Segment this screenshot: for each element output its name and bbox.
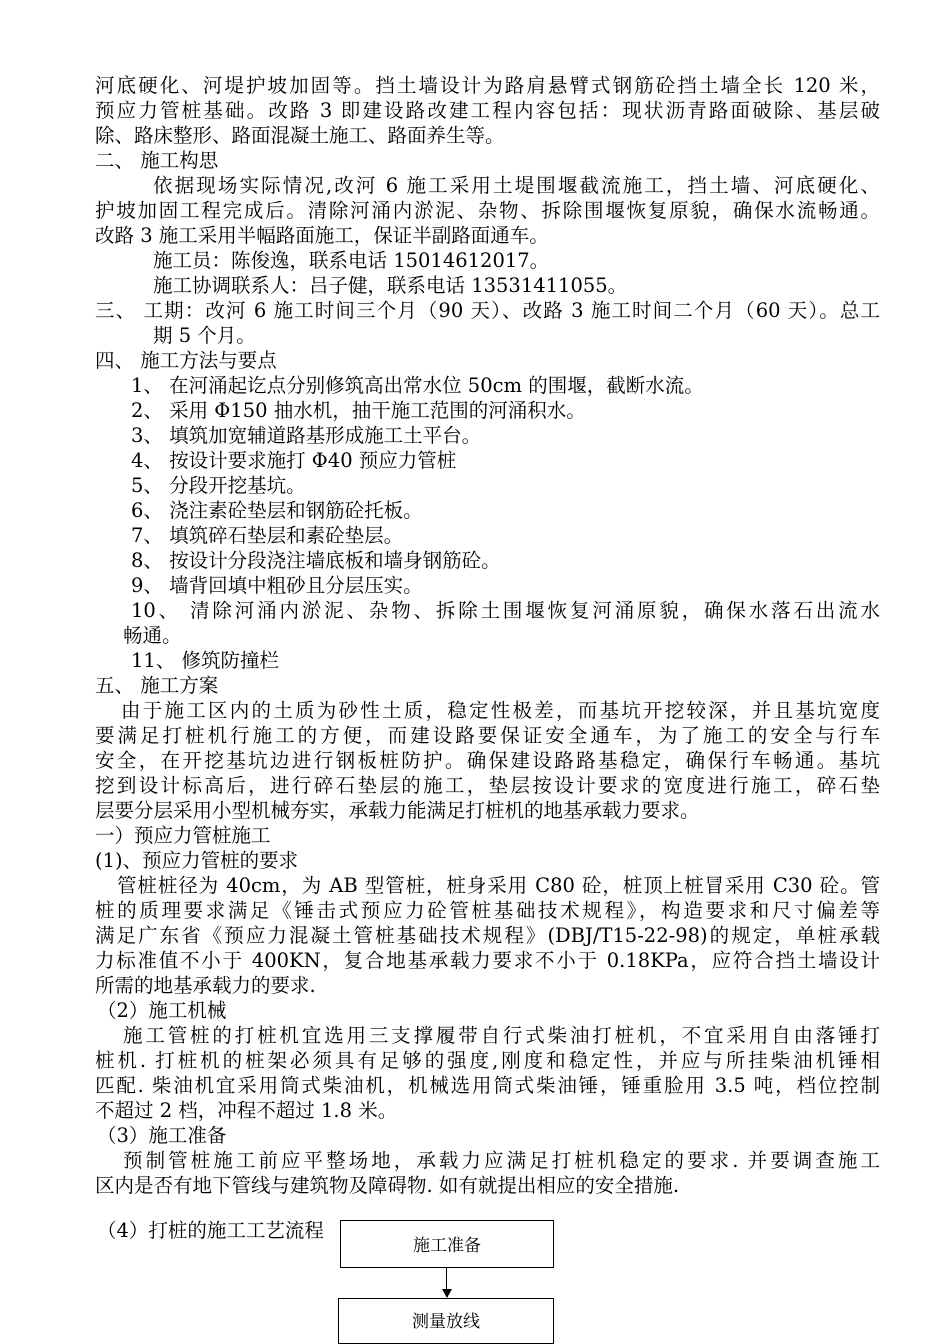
text-line: 施工协调联系人：吕子健，联系电话 13531411055。 — [153, 274, 628, 297]
arrow-down-icon — [442, 1289, 452, 1298]
subsection-heading: 一）预应力管桩施工 — [95, 824, 271, 847]
text-line: 匹配. 柴油机宜采用筒式柴油机，机械选用筒式柴油锤，锤重脸用 3.5 吨，档位控制 — [95, 1074, 880, 1097]
text-line: 挖到设计标高后，进行碎石垫层的施工，垫层按设计要求的宽度进行施工，碎石垫 — [95, 774, 880, 797]
list-item: 8、 按设计分段浇注墙底板和墙身钢筋砼。 — [131, 549, 501, 572]
text-line: 依据现场实际情况,改河 6 施工采用土堤围堰截流施工，挡土墙、河底硬化、 — [153, 174, 880, 197]
text-line: 期 5 个月。 — [153, 324, 256, 347]
section-heading: 三、 工期：改河 6 施工时间三个月（90 天）、改路 3 施工时间二个月（60 天）。总工 — [95, 299, 880, 322]
text-line: 要满足打桩机行施工的方便，而建设路要保证安全通车，为了施工的安全与行车 — [95, 724, 880, 747]
text-line: 护坡加固工程完成后。清除河涌内淤泥、杂物、拆除围堰恢复原貌，确保水流畅通。 — [95, 199, 880, 222]
text-line: 由于施工区内的土质为砂性土质，稳定性极差，而基坑开挖较深，并且基坑宽度 — [121, 699, 880, 722]
section-heading: 二、 施工构思 — [95, 149, 219, 172]
text-line: 施工员：陈俊逸，联系电话 15014612017。 — [153, 249, 550, 272]
flow-step-label: 施工准备 — [413, 1236, 481, 1256]
text-line: 满足广东省《预应力混凝土管桩基础技术规程》(DBJ/T15-22-98)的规定，单桩承载 — [95, 924, 880, 947]
section-heading: 四、 施工方法与要点 — [95, 349, 277, 372]
flow-step-box — [338, 1298, 554, 1344]
flow-arrow-line — [446, 1268, 447, 1290]
text-line: 不超过 2 档，冲程不超过 1.8 米。 — [95, 1099, 398, 1122]
text-line: 管桩桩径为 40cm，为 AB 型管桩，桩身采用 C80 砼，桩顶上桩冒采用 C30 砼。管 — [117, 874, 880, 897]
text-line: 河底硬化、河堤护坡加固等。挡土墙设计为路肩悬臂式钢筋砼挡土墙全长 120 米， — [95, 74, 880, 97]
text-line: 层要分层采用小型机械夯实，承载力能满足打桩机的地基承载力要求。 — [95, 799, 700, 822]
list-item: 2、 采用 Φ150 抽水机，抽干施工范围的河涌积水。 — [131, 399, 586, 422]
list-item: 3、 填筑加宽辅道路基形成施工土平台。 — [131, 424, 482, 447]
text-line: 安全，在开挖基坑边进行钢板桩防护。确保建设路路基稳定，确保行车畅通。基坑 — [95, 749, 880, 772]
subsection-heading: （4）打桩的施工工艺流程 — [97, 1219, 324, 1242]
flow-step-box — [340, 1220, 554, 1268]
list-item: 5、 分段开挖基坑。 — [131, 474, 306, 497]
text-line: 所需的地基承载力的要求. — [95, 974, 316, 997]
list-item: 9、 墙背回填中粗砂且分层压实。 — [131, 574, 423, 597]
subsection-heading: （2）施工机械 — [97, 999, 227, 1022]
text-line: 施工管桩的打桩机宜选用三支撑履带自行式柴油打桩机，不宜采用自由落锤打 — [123, 1024, 880, 1047]
list-item: 6、 浇注素砼垫层和钢筋砼托板。 — [131, 499, 423, 522]
text-line: 力标准值不小于 400KN，复合地基承载力要求不小于 0.18KPa，应符合挡土墙设计 — [95, 949, 880, 972]
list-item: 4、 按设计要求施打 Φ40 预应力管桩 — [131, 449, 457, 472]
text-line: 预应力管桩基础。改路 3 即建设路改建工程内容包括：现状沥青路面破除、基层破 — [95, 99, 880, 122]
text-line: 区内是否有地下管线与建筑物及障碍物. 如有就提出相应的安全措施. — [95, 1174, 680, 1197]
subsection-heading: （3）施工准备 — [97, 1124, 227, 1147]
list-item: 7、 填筑碎石垫层和素砼垫层。 — [131, 524, 404, 547]
section-heading: 五、 施工方案 — [95, 674, 219, 697]
list-item: 10、 清除河涌内淤泥、杂物、拆除土围堰恢复河涌原貌，确保水落石出流水 — [131, 599, 880, 622]
list-item: 1、 在河涌起讫点分别修筑高出常水位 50cm 的围堰，截断水流。 — [131, 374, 704, 397]
text-line: 桩机. 打桩机的桩架必须具有足够的强度,刚度和稳定性，并应与所挂柴油机锤相 — [95, 1049, 880, 1072]
text-line: 桩的质理要求满足《锤击式预应力砼管桩基础技术规程》，构造要求和尺寸偏差等 — [95, 899, 880, 922]
subsection-heading: (1)、预应力管桩的要求 — [95, 849, 299, 872]
text-line: 预制管桩施工前应平整场地，承载力应满足打桩机稳定的要求. 并要调查施工 — [123, 1149, 880, 1172]
list-item: 11、 修筑防撞栏 — [131, 649, 280, 672]
list-item-continued: 畅通。 — [123, 624, 182, 647]
text-line: 除、路床整形、路面混凝土施工、路面养生等。 — [95, 124, 505, 147]
text-line: 改路 3 施工采用半幅路面施工，保证半副路面通车。 — [95, 224, 549, 247]
flow-step-label: 测量放线 — [412, 1312, 480, 1332]
